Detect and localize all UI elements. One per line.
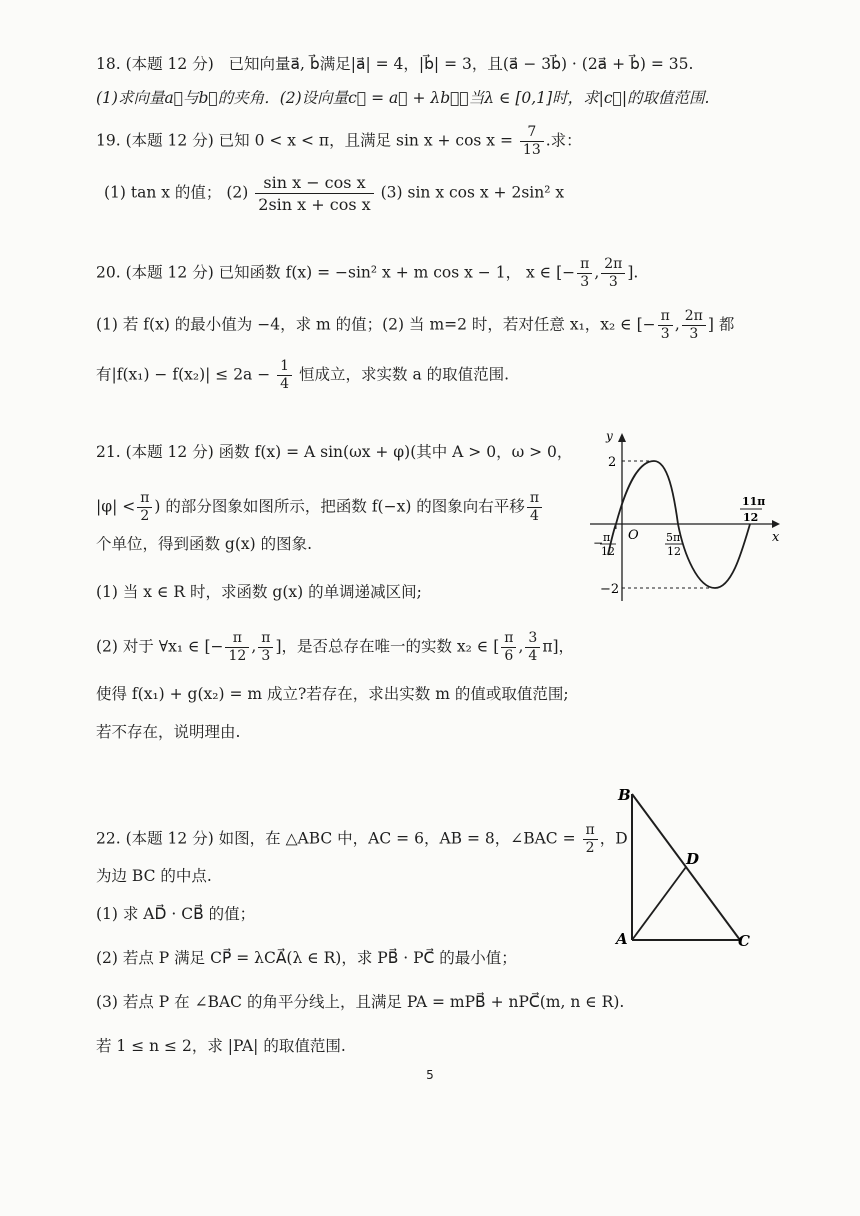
q21-line-6: 使得 f(x₁) + g(x₂) = m 成立?若存在，求出实数 m 的值或取值范围;	[96, 685, 569, 703]
q21-line-1: 21. (本题 12 分) 函数 f(x) = A sin(ωx + φ)(其中 A > 0，ω > 0，	[96, 443, 573, 461]
page-number: 5	[426, 1068, 434, 1082]
q19-item-1-2: (1) tan x 的值； (2)	[104, 183, 249, 202]
q22-frac-pi-2: $\frac{\pi}{2}$	[583, 822, 598, 857]
q20-inequality: 有|f(x₁) − f(x₂)| ≤ 2a −	[96, 365, 271, 384]
graph-x-label: x	[772, 530, 780, 545]
vertex-D-label: D	[686, 850, 700, 868]
q20-part-1-2: (1) 若 f(x) 的最小值为 −4，求 m 的值；(2) 当 m=2 时，若对任意 x₁，x₂ ∈ [−	[96, 315, 656, 334]
q22-line-3: (1) 求 AD⃗ · CB⃗ 的值；	[96, 905, 256, 923]
q21-line-5: (2) 对于 ∀x₁ ∈ [− $\frac{\pi}{12}$ , $\frac{\pi}{3}$ ]，是否总存在唯一的实数 x₂ ∈ [ $\frac{\pi}{6}$ , $\frac{3}{4}$ π]，	[96, 630, 575, 664]
q18-line-2: (1)求向量a⃗与b⃗的夹角．(2)设向量c⃗ = a⃗ + λb⃗，当λ ∈ [0,1]时，求|c⃗|的取值范围.	[96, 89, 710, 107]
graph-xleft-num: π	[603, 531, 611, 544]
q22-line-2: 为边 BC 的中点.	[96, 867, 212, 885]
q20-frac-pi-3: $\frac{\pi}{3}$	[577, 256, 592, 291]
q22-line-6: 若 1 ≤ n ≤ 2，求 |PA| 的取值范围.	[96, 1037, 346, 1055]
vertex-C-label: C	[738, 932, 750, 950]
vertex-B-label: B	[618, 786, 631, 804]
q20-line-2: (1) 若 f(x) 的最小值为 −4，求 m 的值；(2) 当 m=2 时，若对任意 x₁，x₂ ∈ [− $\frac{\pi}{3}$ , $\frac{2\pi}{3}$ ] 都	[96, 308, 735, 342]
q22-line-5: (3) 若点 P 在 ∠BAC 的角平分线上，且满足 PA = mPB⃗ + nPC⃗(m, n ∈ R).	[96, 993, 625, 1011]
q20-frac-pi-3-b: $\frac{\pi}{3}$	[658, 308, 673, 343]
q19-line-1: 19. (本题 12 分) 已知 0 < x < π，且满足 sin x + cos x = $\frac{7}{13}$ .求：	[96, 124, 582, 158]
q22-condition: 22. (本题 12 分) 如图，在 △ABC 中，AC = 6，AB = 8，∠BAC =	[96, 829, 576, 848]
triangle-median-AD	[632, 867, 686, 940]
q21-sine-graph	[590, 425, 790, 605]
q20-function: 20. (本题 12 分) 已知函数 f(x) = −sin² x + m cos x − 1， x ∈ [−	[96, 263, 576, 282]
vertex-A-label: A	[616, 930, 628, 948]
q20-line-1: 20. (本题 12 分) 已知函数 f(x) = −sin² x + m cos x − 1， x ∈ [− $\frac{\pi}{3}$ , $\frac{2\pi}{3}$ ].	[96, 256, 639, 290]
q21-frac-3-4: $\frac{3}{4}$	[525, 630, 540, 665]
q19-line-2	[104, 172, 564, 215]
q19-condition: 19. (本题 12 分) 已知 0 < x < π，且满足 sin x + cos x =	[96, 131, 513, 150]
q18-condition: 已知向量a⃗, b⃗满足|a⃗| = 4，|b⃗| = 3，且(a⃗ − 3b⃗) · (2a⃗ + b⃗) = 35.	[228, 55, 694, 73]
graph-xright-den: 12	[743, 511, 759, 524]
graph-x-arrow	[772, 520, 780, 528]
graph-xright-num: 11π	[742, 495, 766, 508]
q20-frac-2pi-3: $\frac{2\pi}{3}$	[601, 256, 625, 291]
graph-xleft-sign: −	[593, 536, 604, 550]
q18-heading: 18. (本题 12 分)	[96, 55, 214, 73]
q19-item-3: (3) sin x cos x + 2sin² x	[380, 183, 565, 202]
q21-line-7: 若不存在，说明理由.	[96, 723, 241, 741]
graph-origin-label: O	[628, 528, 639, 543]
graph-xmid-num: 5π	[666, 531, 681, 544]
graph-y-arrow	[618, 433, 626, 442]
graph-xleft-den: 12	[601, 545, 615, 558]
q22-triangle-figure	[612, 780, 782, 955]
q22-line-4: (2) 若点 P 满足 CP⃗ = λCA⃗(λ ∈ R)，求 PB⃗ · PC⃗ 的最小值；	[96, 949, 517, 967]
q21-line-2: |φ| < $\frac{\pi}{2}$ ) 的部分图象如图所示，把函数 f(−x) 的图象向右平移 $\frac{\pi}{4}$	[96, 490, 544, 525]
q22-line-1: 22. (本题 12 分) 如图，在 △ABC 中，AC = 6，AB = 8，∠BAC = $\frac{\pi}{2}$ ，D	[96, 822, 628, 856]
q19-fraction-expression: $\frac{\text{sin x − cos x}}{\text{2sin x + cos x}}$	[255, 172, 373, 215]
graph-xmid-den: 12	[667, 545, 681, 558]
q21-line-3: 个单位，得到函数 g(x) 的图象.	[96, 535, 313, 553]
q20-line-3: 有|f(x₁) − f(x₂)| ≤ 2a − $\frac{1}{4}$ 恒成立，求实数 a 的取值范围.	[96, 358, 510, 392]
q21-frac-pi-6: $\frac{\pi}{6}$	[501, 630, 516, 665]
q21-frac-pi-2: $\frac{\pi}{2}$	[137, 490, 152, 525]
q20-frac-2pi-3-b: $\frac{2\pi}{3}$	[682, 308, 706, 343]
graph-y-label: y	[606, 429, 613, 443]
graph-ymin-label: −2	[600, 582, 620, 597]
q18-line-1	[96, 54, 693, 74]
q21-line-4: (1) 当 x ∈ R 时，求函数 g(x) 的单调递减区间;	[96, 583, 422, 601]
q21-frac-pi-3: $\frac{\pi}{3}$	[258, 630, 273, 665]
q21-frac-pi-12: $\frac{\pi}{12}$	[225, 630, 249, 665]
graph-ymax-label: 2	[608, 455, 617, 470]
q21-frac-pi-4: $\frac{\pi}{4}$	[527, 490, 542, 525]
q20-frac-1-4: $\frac{1}{4}$	[277, 358, 292, 393]
q19-fraction-7-13: $\frac{7}{13}$	[520, 124, 544, 159]
